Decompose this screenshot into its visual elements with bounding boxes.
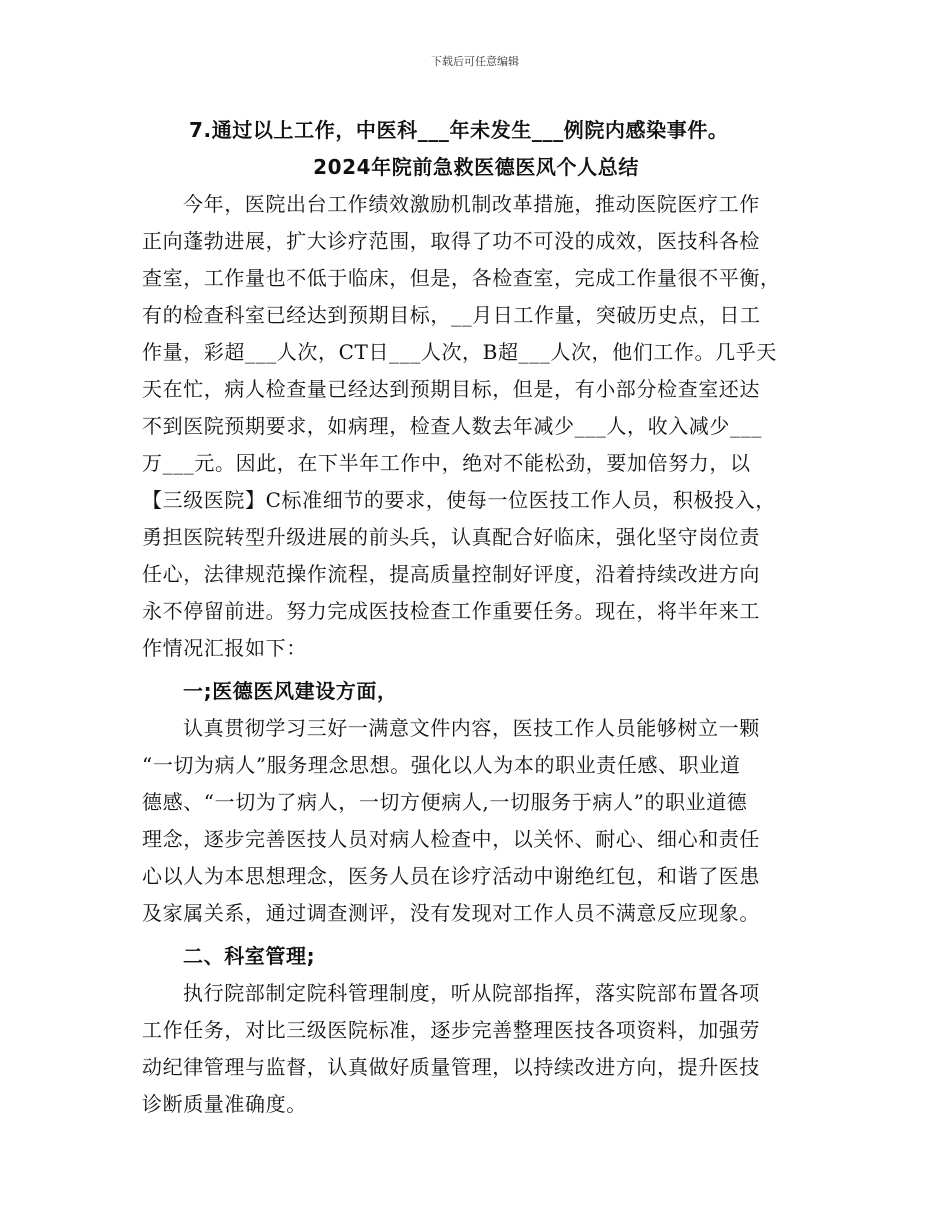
header-note: 下载后可任意编辑 — [431, 55, 519, 68]
section-1-body — [142, 710, 810, 932]
paragraph-line: 万___元。因此，在下半年工作中，绝对不能松劲，要加倍努力，以 — [142, 451, 751, 475]
paragraph-line: 德感、“一切为了病人，一切方便病人,一切服务于病人”的职业道德 — [142, 790, 748, 814]
section-2-heading: 二、科室管理; — [183, 944, 316, 968]
document-title: 2024年院前急救医德医风个人总结 — [313, 155, 639, 179]
paragraph-intro — [142, 186, 810, 667]
paragraph-line: 任心，法律规范操作流程，提高质量控制好评度，沿着持续改进方向 — [142, 562, 760, 586]
paragraph-line: 天在忙，病人检查量已经达到预期目标，但是，有小部分检查室还达 — [142, 377, 760, 401]
paragraph-line: “一切为病人”服务理念思想。强化以人为本的职业责任感、职业道 — [142, 753, 741, 777]
paragraph-line: 认真贯彻学习三好一满意文件内容，医技工作人员能够树立一颗 — [183, 716, 760, 740]
item-7: 7.通过以上工作，中医科___年未发生___例院内感染事件。 — [189, 118, 729, 142]
paragraph-line: 【三级医院】C标准细节的要求，使每一位医技工作人员，积极投入， — [142, 488, 776, 512]
section-1-heading: 一;医德医风建设方面， — [183, 679, 398, 703]
paragraph-line: 正向蓬勃进展，扩大诊疗范围，取得了功不可没的成效，医技科各检 — [142, 229, 760, 253]
paragraph-line: 执行院部制定院科管理制度，听从院部指挥，落实院部布置各项 — [183, 981, 760, 1005]
paragraph-line: 及家属关系，通过调查测评，没有发现对工作人员不满意反应现象。 — [142, 901, 760, 925]
paragraph-line: 有的检查科室已经达到预期目标，__月日工作量，突破历史点，日工 — [142, 303, 761, 327]
paragraph-line: 今年，医院出台工作绩效激励机制改革措施，推动医院医疗工作 — [183, 192, 760, 216]
paragraph-line: 心以人为本思想理念，医务人员在诊疗活动中谢绝红包，和谐了医患 — [142, 864, 760, 888]
paragraph-line: 勇担医院转型升级进展的前头兵，认真配合好临床，强化坚守岗位责 — [142, 525, 760, 549]
paragraph-line: 作情况汇报如下： — [142, 636, 307, 660]
paragraph-line: 作量，彩超___人次，CT日___人次，B超___人次，他们工作。几乎天 — [142, 340, 777, 364]
paragraph-line: 查室，工作量也不低于临床，但是，各检查室，完成工作量很不平衡， — [142, 266, 781, 290]
section-2-body — [142, 975, 810, 1123]
paragraph-line: 工作任务，对比三级医院标准，逐步完善整理医技各项资料，加强劳 — [142, 1018, 760, 1042]
paragraph-line: 诊断质量准确度。 — [142, 1092, 307, 1116]
paragraph-line: 不到医院预期要求，如病理，检查人数去年减少___人，收入减少___ — [142, 414, 762, 438]
paragraph-line: 理念，逐步完善医技人员对病人检查中，以关怀、耐心、细心和责任 — [142, 827, 760, 851]
paragraph-line: 动纪律管理与监督，认真做好质量管理，以持续改进方向，提升医技 — [142, 1055, 760, 1079]
document-body — [142, 112, 810, 1123]
paragraph-line: 永不停留前进。努力完成医技检查工作重要任务。现在，将半年来工 — [142, 599, 760, 623]
